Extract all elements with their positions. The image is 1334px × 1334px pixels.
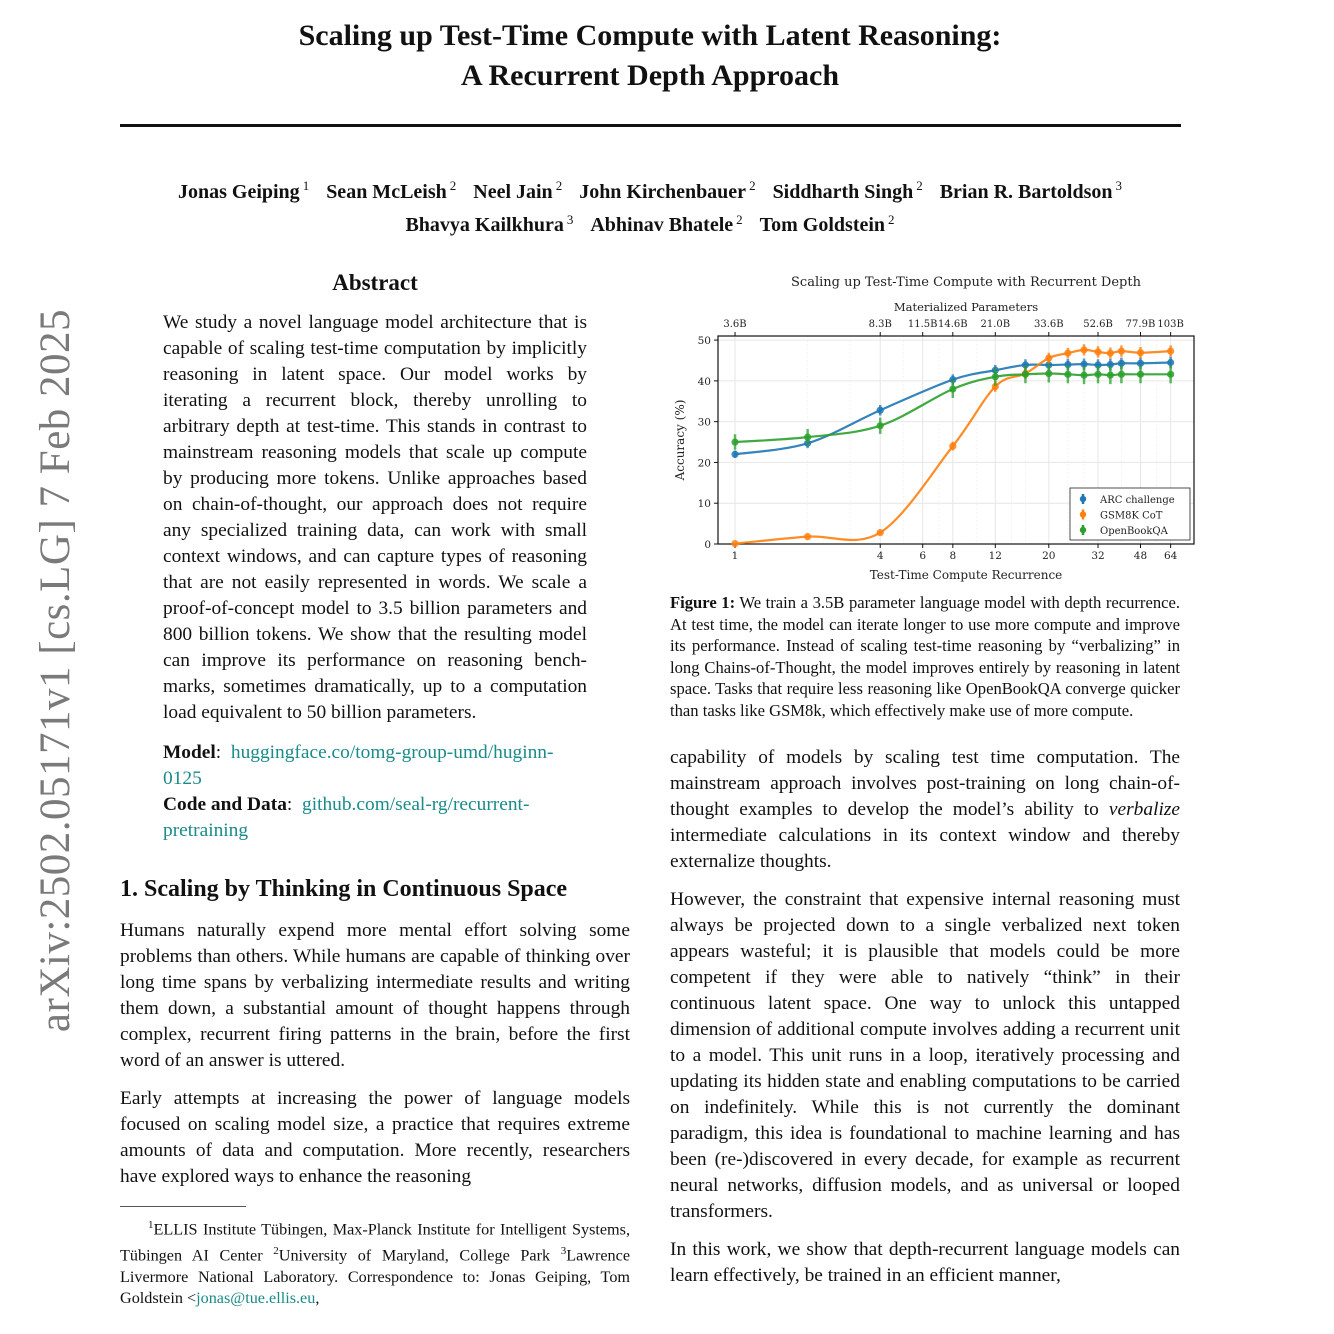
svg-text:30: 30	[697, 416, 711, 429]
right-column	[670, 268, 1184, 1301]
svg-text:6: 6	[919, 550, 927, 562]
author: Abhinav Bhatele $^2$	[590, 211, 743, 237]
right-paragraph-1: capability of models by scaling test time computation. The mainstream approach involves post-training on long chain-of-thought examples to develop the model’s ability to verbalize intermediate calculations in its context window and thereby externalize thoughts.	[670, 747, 1180, 872]
code-link-row: Code and Data: github.com/seal-rg/recurrent-pretraining	[163, 794, 530, 841]
data-point	[804, 434, 811, 441]
data-point	[1167, 359, 1174, 366]
legend-entry: OpenBookQA	[1100, 526, 1168, 537]
svg-text:11.5B: 11.5B	[907, 319, 938, 330]
figure-1-caption	[670, 592, 1180, 721]
author-row-2	[120, 206, 1180, 240]
author: Jonas Geiping $^1$	[177, 178, 310, 203]
top-axis-label: Materialized Parameters	[893, 300, 1039, 314]
svg-text:40: 40	[697, 375, 711, 388]
figure-1-chart	[660, 268, 1200, 588]
author: Neel Jain $^2$	[473, 178, 563, 203]
model-label: Model	[163, 742, 216, 763]
author-row-1	[120, 172, 1180, 206]
legend-entry: GSM8K CoT	[1100, 510, 1163, 522]
footnote-divider	[120, 1206, 246, 1207]
data-point	[1107, 372, 1114, 379]
resource-links	[163, 740, 587, 844]
svg-text:20: 20	[697, 457, 711, 470]
svg-text:10: 10	[697, 498, 711, 511]
accuracy-vs-recurrence-chart	[660, 268, 1200, 588]
author: Tom Goldstein $^2$	[759, 211, 895, 237]
svg-text:12: 12	[988, 550, 1002, 562]
paper-title	[120, 16, 1180, 96]
right-paragraph-2: However, the constraint that expensive internal reasoning must always be projected down to a single verbalized next token appears wasteful; it is plausible that models could be more competent if they were able to natively “think” in their continuous latent space. One way to unlock this untapped dimension of additional compute involves adding a recurrent unit to a model. This unit runs in a loop, iteratively processing and updating its hidden state and enabling computations to be carried on indefinitely. While this is not currently the dominant paradigm, this idea is foundational to machine learning and has been (re-)discovered in every decade, for example as recurrent neural networks, diffusion models, and as universal or looped transformers.	[670, 889, 1180, 1222]
data-point	[1064, 371, 1071, 378]
data-point	[949, 443, 956, 450]
model-link[interactable]: huggingface.co/tomg-group-umd/huginn-0125	[163, 742, 554, 789]
legend-entry: ARC challenge	[1100, 495, 1175, 506]
data-point	[731, 438, 738, 445]
data-point	[1167, 347, 1174, 354]
title-line-1: Scaling up Test-Time Compute with Latent Reasoning:	[298, 19, 1002, 52]
data-point	[1080, 346, 1087, 353]
data-point	[949, 385, 956, 392]
svg-text:33.6B: 33.6B	[1033, 319, 1064, 330]
svg-text:8.3B: 8.3B	[868, 319, 892, 330]
data-point	[1064, 350, 1071, 357]
affiliations-footnote: $^1$ELLIS Institute Tübingen, Max-Planck Institute for Intelligent Systems, Tübingen AI Center $^2$University of Maryland, College Park $^3$Lawrence Livermore National Laboratory. Correspondence to: Jonas Geiping, Tom Goldstein <jonas@tue.ellis.eu,	[120, 1219, 631, 1308]
svg-text:14.6B: 14.6B	[938, 319, 968, 330]
data-point	[1022, 371, 1029, 378]
svg-text:3.6B: 3.6B	[723, 319, 747, 330]
data-point	[1045, 370, 1052, 377]
svg-text:64: 64	[1163, 550, 1178, 562]
data-point	[877, 529, 884, 536]
data-point	[731, 451, 738, 458]
chart-title: Scaling up Test-Time Compute with Recurrent Depth	[791, 275, 1141, 290]
svg-text:0: 0	[704, 539, 711, 551]
abstract-heading: Abstract	[332, 270, 418, 295]
caption-text: We train a 3.5B parameter language model with depth recurrence. At test time, the model can iterate longer to use more compute and improve its performance. Instead of scaling test-time reasoning by “verbalizing” in long Chains-of-Thought, the model improves entirely by reasoning in latent space. Tasks that require less reasoning like OpenBookQA converge quicker than tasks like GSM8k, which effectively make use of more compute.	[670, 593, 1180, 720]
section-1-paragraph-1: Humans naturally expend more mental effort solving some problems than others. While humans are capable of thinking over long time spans by verbalizing intermediate results and writing them down, a substantial amount of thought happens through complex, recurrent firing patterns in the brain, before the first word of an answer is uttered.	[120, 920, 630, 1071]
y-axis-label: Accuracy (%)	[673, 399, 687, 481]
data-point	[992, 373, 999, 380]
code-link[interactable]: github.com/seal-rg/recurrent-pretraining	[163, 794, 530, 841]
author: John Kirchenbauer $^2$	[579, 178, 756, 203]
data-point	[877, 422, 884, 429]
left-column	[120, 268, 630, 1310]
svg-text:21.0B: 21.0B	[980, 319, 1011, 330]
title-line-2: A Recurrent Depth Approach	[460, 59, 840, 92]
data-point	[1107, 350, 1114, 357]
data-point	[1137, 349, 1144, 356]
arxiv-stamp-text: arXiv:2502.05171v1 [cs.LG] 7 Feb 2025	[32, 308, 80, 1032]
code-label: Code and Data	[163, 794, 287, 815]
section-1-paragraph-2: Early attempts at increasing the power of language models focused on scaling model size, a practice that requires extreme amounts of data and computation. More recently, researchers have explored ways to enhance the reasoning	[120, 1088, 630, 1187]
data-point	[1080, 372, 1087, 379]
data-point	[1094, 371, 1101, 378]
svg-text:77.9B: 77.9B	[1125, 319, 1156, 330]
author: Siddharth Singh $^2$	[772, 178, 923, 203]
model-link-row: Model: huggingface.co/tomg-group-umd/huginn-0125	[163, 742, 554, 789]
data-point	[1045, 354, 1052, 361]
data-point	[1094, 348, 1101, 355]
data-point	[1118, 371, 1125, 378]
svg-text:50: 50	[697, 335, 711, 348]
data-point	[804, 533, 811, 540]
caption-label: Figure 1:	[670, 593, 736, 612]
svg-text:103B: 103B	[1157, 319, 1184, 330]
author-list	[120, 172, 1180, 239]
arxiv-identifier-stamp	[26, 300, 86, 1040]
title-divider	[120, 124, 1181, 127]
section-1-heading: 1. Scaling by Thinking in Continuous Space	[120, 876, 568, 902]
data-point	[1118, 347, 1125, 354]
author: Sean McLeish $^2$	[326, 178, 457, 203]
svg-text:1: 1	[731, 550, 739, 562]
svg-text:32: 32	[1091, 550, 1105, 562]
svg-text:4: 4	[876, 550, 884, 562]
svg-text:20: 20	[1042, 550, 1056, 562]
right-body-text	[670, 745, 1180, 1289]
author: Brian R. Bartoldson $^3$	[939, 178, 1123, 203]
svg-text:52.6B: 52.6B	[1083, 319, 1113, 330]
right-paragraph-3: In this work, we show that depth-recurrent language models can learn effectively, be trained in an efficient manner,	[670, 1239, 1180, 1286]
data-point	[877, 407, 884, 414]
svg-text:48: 48	[1133, 550, 1148, 562]
abstract-body: We study a novel language model architecture that is capable of scaling test-time computation by implicitly reasoning in latent space. Our model works by iterating a recurrent block, thereby unrolling to arbitrary depth at test-time. This stands in contrast to mainstream reasoning models that scale up compute by producing more tokens. Unlike approaches based on chain-of-thought, our approach does not require any specialized training data, can work with small context windows, and can capture types of reasoning that are not easily represented in words. We scale a proof-of-concept model to 3.5 billion parameters and 800 billion tokens. We show that the resulting model can improve its performance on reasoning benchmarks, sometimes dramatically, up to a computation load equivalent to 50 billion parameters.	[163, 312, 587, 723]
svg-text:8: 8	[949, 550, 957, 562]
x-axis-label: Test-Time Compute Recurrence	[869, 568, 1063, 582]
data-point	[731, 540, 738, 547]
data-point	[1137, 371, 1144, 378]
author: Bhavya Kailkhura $^3$	[405, 211, 574, 237]
data-point	[1167, 371, 1174, 378]
email-link[interactable]: jonas@tue.ellis.eu	[196, 1289, 316, 1308]
